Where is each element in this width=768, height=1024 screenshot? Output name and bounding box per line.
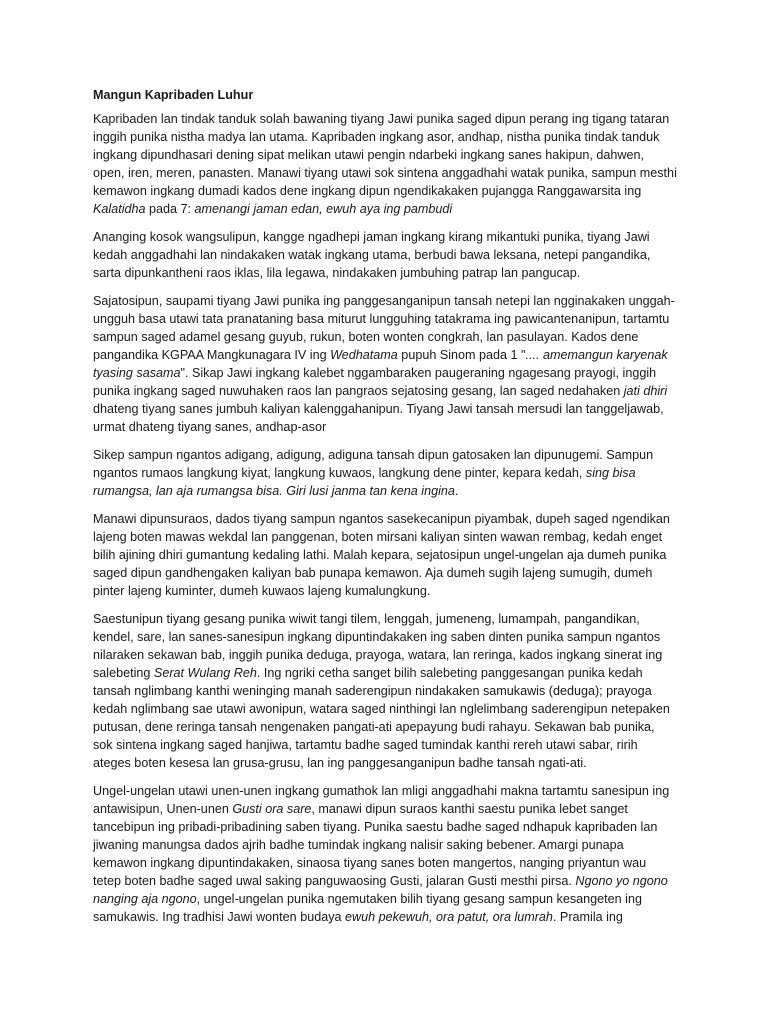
text-segment: pada 7: <box>145 202 195 216</box>
text-segment: . <box>454 484 459 498</box>
paragraph-3 <box>93 292 677 436</box>
paragraph-5 <box>93 510 677 600</box>
text-segment: ". Sikap Jawi ingkang kalebet nggambaraken paugeraning ngagesang prayogi, inggih punika ingkang saged nuwuhaken raos lan pangraos sejatosing gesang, lan saged nedahaken <box>93 366 657 398</box>
text-segment: . Ing ngriki cetha sanget bilih salebeting panggesangan punika kedah tansah nglimbang kanthi weninging manah saderengipun nindakaken samukawis (deduga); prayoga kedah nglimbang sae utawi awonipun, watara saged ninthingi lan nglelimbang saderengipun netepaken putusan, dene reringa tansah nengenaken pangati-ati apepayung budi rahayu. Sekawan bab punika, sok sintena ingkang saged hanjiwa, tartamtu badhe saged tumindak kanthi rereh utawi sabar, ririh ateges boten kesesa lan grusa-grusu, lan ing panggesanganipun badhe tansah ngati-ati. <box>93 666 670 770</box>
text-segment: , manawi dipun suraos kanthi saestu punika lebet sanget tancebipun ing pribadi-pribadining saben tiyang. Punika saestu badhe saged ndhapuk kapribaden lan jiwaning manungsa dados ajrih badhe tumindak ingkang nalisir saking bebener. Amargi punapa kemawon ingkang dipuntindakaken, sinaosa tiyang sanes boten mangertos, nanging priyantun wau tetep boten badhe saged uwal saking panguwaosing Gusti, jalaran Gusti mesthi pirsa. <box>93 802 658 888</box>
text-segment: Ungel-ungelan utawi unen-unen ingkang gumathok lan mligi anggadhahi makna tartamtu sanesipun ing antawisipun, Unen-unen <box>93 784 670 816</box>
text-segment: Ananging kosok wangsulipun, kangge ngadhepi jaman ingkang kirang mikantuki punika, tiyang Jawi kedah anggadhahi lan nindakaken watak ingkang utama, berbudi bawa leksana, netepi pangandika, sarta dipunkantheni raos iklas, lila legawa, nindakaken jumbuhing patrap lan pangucap. <box>93 230 651 280</box>
text-segment: , ungel-ungelan punika ngemutaken bilih tiyang gesang sampun kesangeten ing samukawis. Ing tradhisi Jawi wonten budaya <box>93 892 642 924</box>
italic-text-segment: .... amemangun karyenak tyasing sasama <box>93 348 668 380</box>
italic-text-segment: Ngono yo ngono nanging aja ngono <box>93 874 668 906</box>
paragraph-7 <box>93 782 677 926</box>
document-title: Mangun Kapribaden Luhur <box>93 88 254 102</box>
italic-text-segment: amenangi jaman edan, ewuh aya ing pambudi <box>194 202 453 216</box>
italic-text-segment: Serat Wulang Reh <box>153 666 257 680</box>
text-segment: Sikep sampun ngantos adigang, adigung, adiguna tansah dipun gatosaken lan dipunugemi. Sampun ngantos rumaos langkung kiyat, langkung kuwaos, langkung dene pinter, kepara kedah, <box>93 448 654 480</box>
italic-text-segment: jati dhiri <box>623 384 668 398</box>
document-page <box>93 86 677 936</box>
italic-text-segment: Wedhatama <box>330 348 398 362</box>
text-segment: Manawi dipunsuraos, dados tiyang sampun ngantos sasekecanipun piyambak, dupeh saged ngendikan lajeng boten mawas wekdal lan panggenan, boten mirsani kaliyan sinten wawan rembag, kedah enget bilih ajining dhiri gumantung kedaling lathi. Malah kepara, sejatosipun ungel-ungelan aja dumeh punika saged dipun gandhengaken kaliyan bab punapa kemawon. Aja dumeh sugih lajeng sumugih, dumeh pinter lajeng kuminter, dumeh kuwaos lajeng kumalungkung. <box>93 512 670 598</box>
paragraph-1 <box>93 110 677 218</box>
paragraph-6 <box>93 610 677 772</box>
italic-text-segment: Kalatidha <box>93 202 146 216</box>
paragraph-4 <box>93 446 677 500</box>
italic-text-segment: Gusti ora sare <box>232 802 312 816</box>
document-body <box>93 110 677 926</box>
text-segment: . Pramila ing <box>552 910 623 924</box>
paragraph-2 <box>93 228 677 282</box>
italic-text-segment: ewuh pekewuh, ora patut, ora lumrah <box>345 910 553 924</box>
text-segment: Sajatosipun, saupami tiyang Jawi punika ing panggesanganipun tansah netepi lan ngginakaken unggah-ungguh basa utawi tata pranataning basa miturut lungguhing tatakrama ing pawicantenanipun, tartamtu sampun saged adamel gesang guyub, rukun, boten wonten congkrah, lan pasulayan. Kados dene pangandika KGPAA Mangkunagara IV ing <box>93 294 675 362</box>
text-segment: Kapribaden lan tindak tanduk solah bawaning tiyang Jawi punika saged dipun perang ing tigang tataran inggih punika nistha madya lan utama. Kapribaden ingkang asor, andhap, nistha punika tindak tanduk ingkang dipundhasari dening sipat melikan utawi pengin ndarbeki ingkang sanes hakipun, dahwen, open, iren, meren, panasten. Manawi tiyang utawi sok sintena anggadhahi watak punika, sampun mesthi kemawon ingkang dumadi kados dene ingkang dipun ngendikakaken pujangga Ranggawarsita ing <box>93 112 677 198</box>
text-segment: Saestunipun tiyang gesang punika wiwit tangi tilem, lenggah, jumeneng, lumampah, pangandikan, kendel, sare, lan sanes-sanesipun ingkang dipuntindakaken ing saben dinten punika sampun ngantos nilaraken sekawan bab, inggih punika deduga, prayoga, watara, lan reringa, kados ingkang sinerat ing salebeting <box>93 612 663 680</box>
italic-text-segment: sing bisa rumangsa, lan aja rumangsa bisa. Giri lusi janma tan kena ingina <box>93 466 636 498</box>
text-segment: dhateng tiyang sanes jumbuh kaliyan kalenggahanipun. Tiyang Jawi tansah mersudi lan tanggeljawab, urmat dhateng tiyang sanes, andhap-asor <box>93 402 664 434</box>
text-segment: pupuh Sinom pada 1 " <box>397 348 526 362</box>
